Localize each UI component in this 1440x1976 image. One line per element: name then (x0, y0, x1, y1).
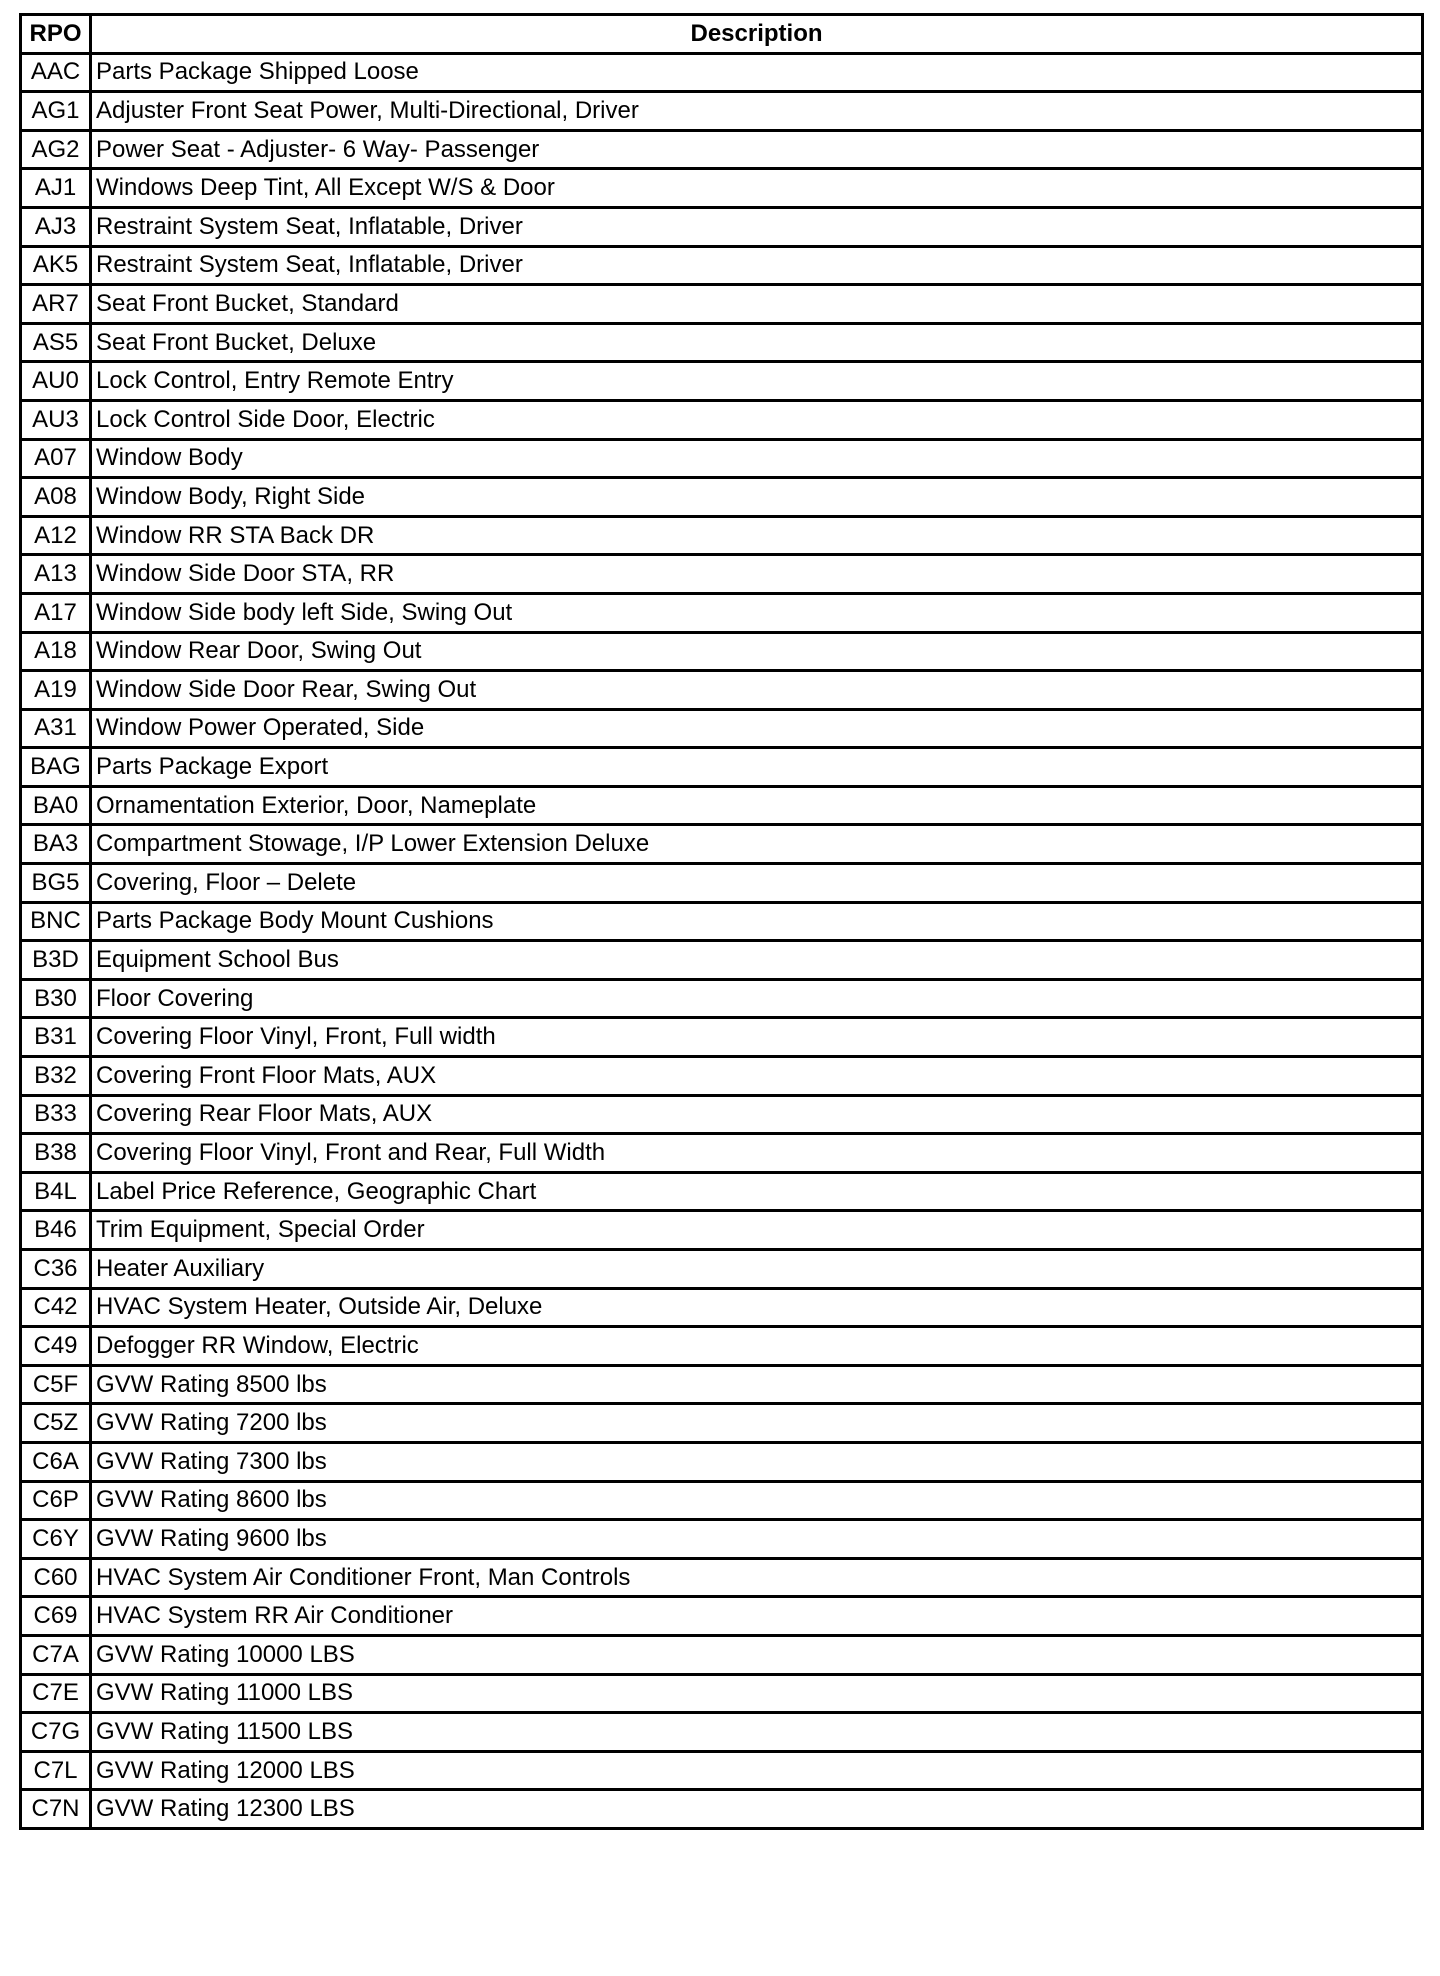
description-cell: GVW Rating 7200 lbs (91, 1404, 1423, 1443)
rpo-code-cell: AJ1 (21, 169, 91, 208)
description-cell: Label Price Reference, Geographic Chart (91, 1172, 1423, 1211)
rpo-code-cell: AU3 (21, 400, 91, 439)
description-cell: Compartment Stowage, I/P Lower Extension Deluxe (91, 825, 1423, 864)
rpo-code-cell: A08 (21, 478, 91, 517)
rpo-code-cell: BG5 (21, 864, 91, 903)
rpo-code-cell: AS5 (21, 323, 91, 362)
table-row (21, 362, 1423, 401)
description-cell: HVAC System Heater, Outside Air, Deluxe (91, 1288, 1423, 1327)
description-cell: Window Side Door Rear, Swing Out (91, 671, 1423, 710)
rpo-code-cell: BA3 (21, 825, 91, 864)
rpo-code-cell: C5Z (21, 1404, 91, 1443)
description-cell: Heater Auxiliary (91, 1250, 1423, 1289)
rpo-code-cell: B38 (21, 1134, 91, 1173)
table-row (21, 207, 1423, 246)
rpo-code-cell: AAC (21, 53, 91, 92)
table-row (21, 1057, 1423, 1096)
rpo-code-cell: A13 (21, 555, 91, 594)
rpo-code-cell: B4L (21, 1172, 91, 1211)
description-cell: Trim Equipment, Special Order (91, 1211, 1423, 1250)
table-row (21, 1095, 1423, 1134)
table-row (21, 478, 1423, 517)
table-body (21, 53, 1423, 1828)
table-header-row (21, 15, 1423, 54)
rpo-code-cell: C6P (21, 1481, 91, 1520)
rpo-code-cell: B31 (21, 1018, 91, 1057)
rpo-code-cell: C7L (21, 1751, 91, 1790)
rpo-code-cell: BNC (21, 902, 91, 941)
rpo-code-cell: C7N (21, 1790, 91, 1829)
description-cell: Ornamentation Exterior, Door, Nameplate (91, 786, 1423, 825)
description-cell: HVAC System RR Air Conditioner (91, 1597, 1423, 1636)
rpo-code-cell: C69 (21, 1597, 91, 1636)
table-row (21, 53, 1423, 92)
description-cell: Covering Rear Floor Mats, AUX (91, 1095, 1423, 1134)
rpo-code-cell: A19 (21, 671, 91, 710)
table-row (21, 748, 1423, 787)
rpo-code-cell: AG1 (21, 92, 91, 131)
table-row (21, 1674, 1423, 1713)
description-cell: Window Body, Right Side (91, 478, 1423, 517)
table-row (21, 1365, 1423, 1404)
table-row (21, 1018, 1423, 1057)
table-row (21, 1558, 1423, 1597)
rpo-code-cell: A31 (21, 709, 91, 748)
rpo-code-cell: A12 (21, 516, 91, 555)
table-row (21, 1288, 1423, 1327)
description-cell: Parts Package Export (91, 748, 1423, 787)
description-cell: Window Side body left Side, Swing Out (91, 593, 1423, 632)
rpo-code-cell: AK5 (21, 246, 91, 285)
description-cell: Windows Deep Tint, All Except W/S & Door (91, 169, 1423, 208)
description-cell: Window Power Operated, Side (91, 709, 1423, 748)
rpo-code-cell: B32 (21, 1057, 91, 1096)
description-cell: GVW Rating 8600 lbs (91, 1481, 1423, 1520)
table-row (21, 1134, 1423, 1173)
description-cell: Lock Control Side Door, Electric (91, 400, 1423, 439)
table-row (21, 864, 1423, 903)
description-cell: Adjuster Front Seat Power, Multi-Directional, Driver (91, 92, 1423, 131)
table-row (21, 671, 1423, 710)
table-row (21, 92, 1423, 131)
table-row (21, 1597, 1423, 1636)
rpo-code-cell: C60 (21, 1558, 91, 1597)
description-cell: GVW Rating 7300 lbs (91, 1442, 1423, 1481)
rpo-code-cell: C5F (21, 1365, 91, 1404)
rpo-code-cell: A07 (21, 439, 91, 478)
table-row (21, 786, 1423, 825)
description-cell: Floor Covering (91, 979, 1423, 1018)
description-cell: Restraint System Seat, Inflatable, Driver (91, 207, 1423, 246)
rpo-code-cell: AG2 (21, 130, 91, 169)
table-row (21, 902, 1423, 941)
table-row (21, 1520, 1423, 1559)
table-row (21, 285, 1423, 324)
description-cell: Window Side Door STA, RR (91, 555, 1423, 594)
table-row (21, 593, 1423, 632)
table-row (21, 1713, 1423, 1752)
rpo-code-cell: B46 (21, 1211, 91, 1250)
rpo-code-cell: B33 (21, 1095, 91, 1134)
table-row (21, 246, 1423, 285)
table-row (21, 1442, 1423, 1481)
description-cell: Lock Control, Entry Remote Entry (91, 362, 1423, 401)
table-row (21, 1327, 1423, 1366)
description-cell: Restraint System Seat, Inflatable, Driver (91, 246, 1423, 285)
rpo-code-cell: C36 (21, 1250, 91, 1289)
description-cell: GVW Rating 11500 LBS (91, 1713, 1423, 1752)
description-cell: Window RR STA Back DR (91, 516, 1423, 555)
rpo-code-cell: B3D (21, 941, 91, 980)
description-cell: Window Body (91, 439, 1423, 478)
description-cell: Covering Floor Vinyl, Front and Rear, Full Width (91, 1134, 1423, 1173)
table-row (21, 130, 1423, 169)
table-row (21, 1790, 1423, 1829)
table-row (21, 1404, 1423, 1443)
table-row (21, 323, 1423, 362)
rpo-code-cell: A18 (21, 632, 91, 671)
description-cell: Covering Floor Vinyl, Front, Full width (91, 1018, 1423, 1057)
description-cell: GVW Rating 9600 lbs (91, 1520, 1423, 1559)
rpo-code-cell: C49 (21, 1327, 91, 1366)
table-row (21, 941, 1423, 980)
description-cell: Equipment School Bus (91, 941, 1423, 980)
table-row (21, 825, 1423, 864)
table-row (21, 1172, 1423, 1211)
description-cell: Parts Package Shipped Loose (91, 53, 1423, 92)
description-cell: Power Seat - Adjuster- 6 Way- Passenger (91, 130, 1423, 169)
table-row (21, 632, 1423, 671)
rpo-code-cell: C7E (21, 1674, 91, 1713)
table-row (21, 1250, 1423, 1289)
description-cell: HVAC System Air Conditioner Front, Man Controls (91, 1558, 1423, 1597)
description-cell: GVW Rating 12000 LBS (91, 1751, 1423, 1790)
table-row (21, 400, 1423, 439)
table-row (21, 439, 1423, 478)
description-cell: Defogger RR Window, Electric (91, 1327, 1423, 1366)
description-column-header: Description (91, 15, 1423, 54)
table-row (21, 555, 1423, 594)
rpo-code-cell: C42 (21, 1288, 91, 1327)
description-cell: Seat Front Bucket, Standard (91, 285, 1423, 324)
rpo-code-cell: BAG (21, 748, 91, 787)
rpo-column-header: RPO (21, 15, 91, 54)
rpo-code-cell: AR7 (21, 285, 91, 324)
description-cell: Parts Package Body Mount Cushions (91, 902, 1423, 941)
rpo-code-cell: C7A (21, 1635, 91, 1674)
description-cell: GVW Rating 11000 LBS (91, 1674, 1423, 1713)
table-row (21, 1751, 1423, 1790)
description-cell: GVW Rating 10000 LBS (91, 1635, 1423, 1674)
rpo-code-cell: C6Y (21, 1520, 91, 1559)
table-row (21, 1481, 1423, 1520)
description-cell: Seat Front Bucket, Deluxe (91, 323, 1423, 362)
description-cell: Covering, Floor – Delete (91, 864, 1423, 903)
table-row (21, 169, 1423, 208)
rpo-code-cell: C7G (21, 1713, 91, 1752)
rpo-code-cell: C6A (21, 1442, 91, 1481)
description-cell: Window Rear Door, Swing Out (91, 632, 1423, 671)
rpo-code-cell: B30 (21, 979, 91, 1018)
table-row (21, 1635, 1423, 1674)
description-cell: GVW Rating 12300 LBS (91, 1790, 1423, 1829)
description-cell: GVW Rating 8500 lbs (91, 1365, 1423, 1404)
rpo-code-cell: AU0 (21, 362, 91, 401)
table-row (21, 709, 1423, 748)
rpo-code-cell: A17 (21, 593, 91, 632)
table-row (21, 1211, 1423, 1250)
table-row (21, 516, 1423, 555)
table-row (21, 979, 1423, 1018)
rpo-code-cell: BA0 (21, 786, 91, 825)
description-cell: Covering Front Floor Mats, AUX (91, 1057, 1423, 1096)
rpo-code-cell: AJ3 (21, 207, 91, 246)
rpo-table (19, 13, 1424, 1830)
